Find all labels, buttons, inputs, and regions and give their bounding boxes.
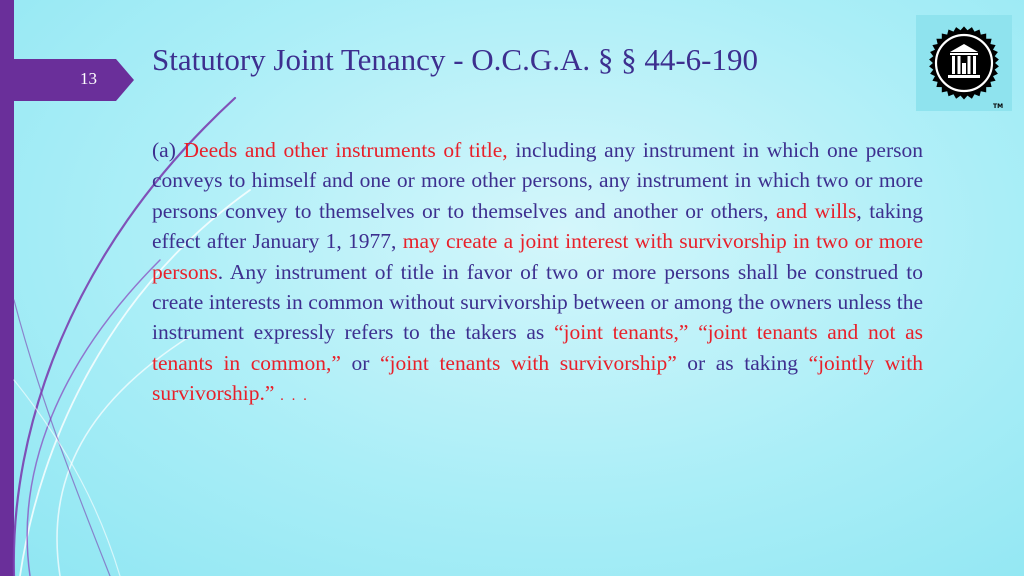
highlight-deeds: Deeds and other instruments of title, bbox=[183, 138, 508, 162]
highlight-quote: “jointly with survivorship.” bbox=[152, 350, 923, 406]
highlight-wills: and wills bbox=[776, 198, 857, 223]
highlight-quote: “joint tenants,” bbox=[553, 320, 689, 345]
text-run bbox=[688, 320, 698, 344]
text-run: or as taking bbox=[676, 350, 809, 375]
slide-title: Statutory Joint Tenancy - O.C.G.A. § § 44-6-190 bbox=[152, 42, 758, 77]
subsection-label: (a) bbox=[152, 138, 184, 162]
slide-number: 13 bbox=[80, 69, 97, 88]
text-run: . Any instrument of title in favor of two or more persons shall be construed to create interests in common without survivorship between or among the owners unless the instrument expressly refers to the takers as bbox=[152, 259, 923, 345]
text-run: or bbox=[340, 350, 380, 375]
highlight-quote: “joint tenants and not as tenants in common,” bbox=[152, 320, 924, 375]
text-run: , taking effect after January 1, 1977, bbox=[152, 198, 924, 254]
ellipsis: . . . bbox=[274, 388, 309, 405]
text-run: including any instrument in which one person conveys to himself and one or more other persons, any instrument in which two or more persons convey to themselves or to themselves and another or others, bbox=[152, 138, 923, 223]
trademark-mark bbox=[993, 101, 1007, 109]
highlight-quote: “joint tenants with survivorship” bbox=[379, 350, 677, 375]
building-seal-icon bbox=[916, 15, 1012, 111]
statute-paragraph bbox=[152, 135, 923, 412]
seal-edge bbox=[929, 26, 999, 99]
trademark-text: TM bbox=[993, 103, 1004, 109]
highlight-survivorship: may create a joint interest with survivorship in two or more persons bbox=[152, 229, 923, 284]
slide-number-tab bbox=[0, 59, 134, 101]
logo bbox=[916, 15, 1012, 111]
